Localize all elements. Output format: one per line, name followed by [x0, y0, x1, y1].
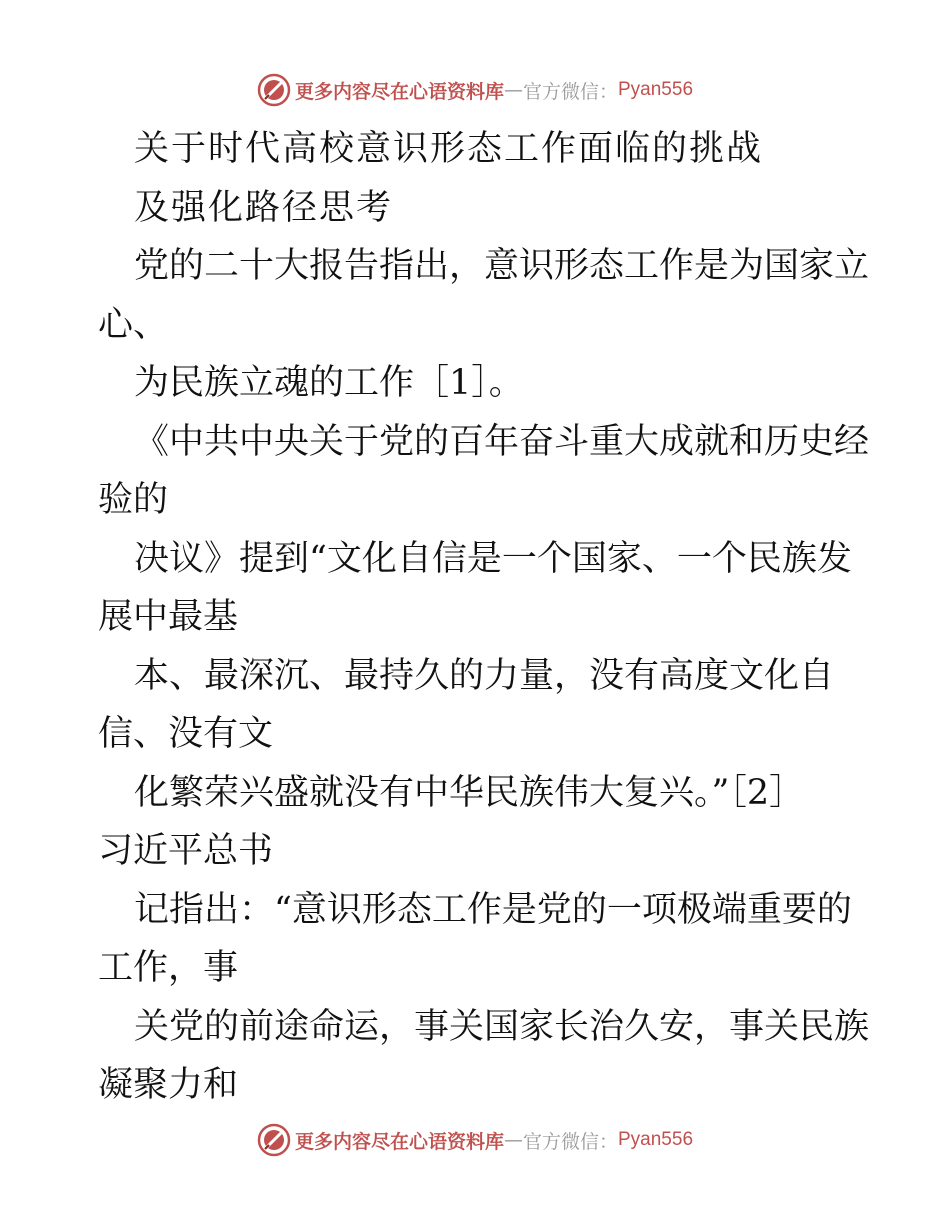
paragraph-line: 验的 [98, 480, 169, 520]
header-brand: 更多内容尽在心语资料库 [294, 80, 504, 103]
paragraph-line: 凝聚力和 [98, 1065, 239, 1105]
paragraph-line: 化繁荣兴盛就没有中华民族伟大复兴。”［2］ [134, 772, 805, 813]
footer-wechat-id: Pyan556 [618, 1129, 694, 1150]
paragraph-line: 信、没有文 [98, 714, 274, 754]
pen-seal-logo-icon [257, 73, 291, 107]
paragraph-line: 工作，事 [98, 948, 239, 988]
paragraph-line: 习近平总书 [98, 831, 274, 871]
paragraph-line: 为民族立魂的工作［1］。 [134, 363, 524, 403]
header-banner [0, 70, 950, 110]
paragraph-line: 决议》提到“文化自信是一个国家、一个民族发 [134, 538, 852, 579]
header-separator: — [503, 79, 523, 101]
paragraph-line: 党的二十大报告指出，意识形态工作是为国家立 [134, 246, 870, 286]
header-wechat-label: 官方微信： [522, 80, 618, 103]
title-line-1: 关于时代高校意识形态工作面临的挑战 [134, 129, 764, 169]
footer-brand: 更多内容尽在心语资料库 [294, 1130, 504, 1153]
paragraph-line: 记指出：“意识形态工作是党的一项极端重要的 [134, 889, 852, 930]
footer-separator: — [503, 1129, 523, 1151]
paragraph-line: 《中共中央关于党的百年奋斗重大成就和历史经 [134, 421, 870, 462]
pen-seal-logo-icon [257, 1123, 291, 1157]
document-body [98, 120, 868, 1115]
title-line-2: 及强化路径思考 [134, 187, 394, 228]
footer-banner [0, 1120, 950, 1160]
paragraph-line: 展中最基 [98, 597, 239, 637]
footer-wechat-label: 官方微信： [522, 1130, 618, 1153]
paragraph-line: 本、最深沉、最持久的力量，没有高度文化自 [134, 655, 835, 696]
header-wechat-id: Pyan556 [618, 79, 694, 100]
paragraph-line: 关党的前途命运，事关国家长治久安，事关民族 [134, 1006, 870, 1047]
paragraph-line: 心、 [98, 304, 169, 345]
